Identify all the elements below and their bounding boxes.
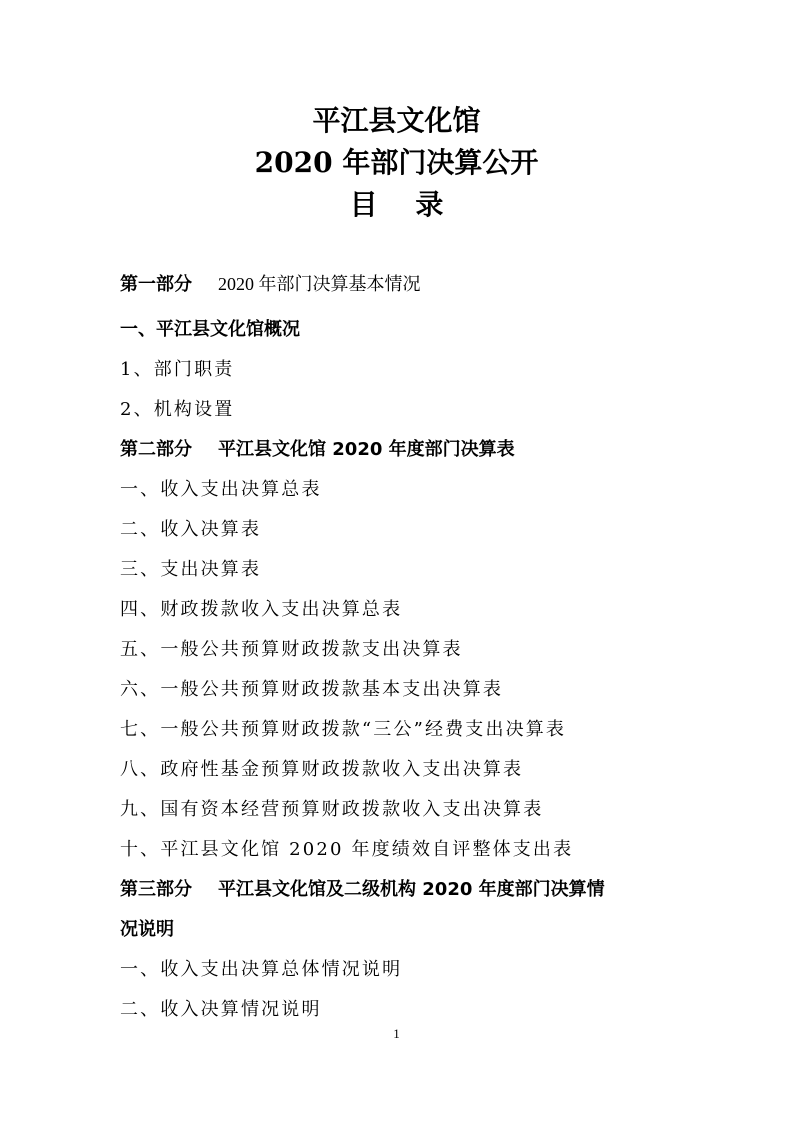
toc-item: 一、收入支出决算总表 (120, 479, 322, 500)
toc-item: 八、政府性基金预算财政拨款收入支出决算表 (120, 759, 524, 780)
toc-part-3-heading (120, 878, 683, 902)
toc-part-label: 第三部分 (120, 879, 192, 900)
toc-item: 一、收入支出决算总体情况说明 (120, 959, 403, 980)
page-number: 1 (393, 1026, 400, 1041)
toc-item: 1、部门职责 (120, 359, 235, 380)
toc-part-1-heading (120, 272, 683, 297)
toc-item: 四、财政拨款收入支出决算总表 (120, 599, 403, 620)
document-title-org: 平江县文化馆 (312, 104, 481, 137)
document-title-subject: 2020 年部门决算公开 (254, 146, 539, 179)
toc-item: 六、一般公共预算财政拨款基本支出决算表 (120, 679, 504, 700)
toc-part-text: 2020 年部门决算基本情况 (218, 274, 421, 294)
toc-item: 二、收入决算情况说明 (120, 999, 322, 1020)
toc-part-label: 第一部分 (120, 274, 192, 295)
document-title-toc: 目 录 (349, 188, 458, 221)
toc-item: 七、一般公共预算财政拨款“三公”经费支出决算表 (120, 719, 567, 740)
toc-item: 2、机构设置 (120, 399, 235, 420)
toc-item: 三、支出决算表 (120, 559, 262, 580)
toc-part-text-continued: 况说明 (120, 919, 174, 940)
toc-item: 九、国有资本经营预算财政拨款收入支出决算表 (120, 799, 544, 820)
toc-item: 五、一般公共预算财政拨款支出决算表 (120, 639, 463, 660)
toc-part-2-heading (120, 438, 683, 462)
toc-item: 十、平江县文化馆 2020 年度绩效自评整体支出表 (120, 839, 574, 860)
toc-part-text: 平江县文化馆及二级机构 2020 年度部门决算情 (218, 879, 605, 900)
toc-part-label: 第二部分 (120, 439, 192, 460)
toc-item: 二、收入决算表 (120, 519, 262, 540)
toc-part-text: 平江县文化馆 2020 年度部门决算表 (218, 439, 515, 460)
toc-section-heading: 一、平江县文化馆概况 (120, 319, 300, 340)
